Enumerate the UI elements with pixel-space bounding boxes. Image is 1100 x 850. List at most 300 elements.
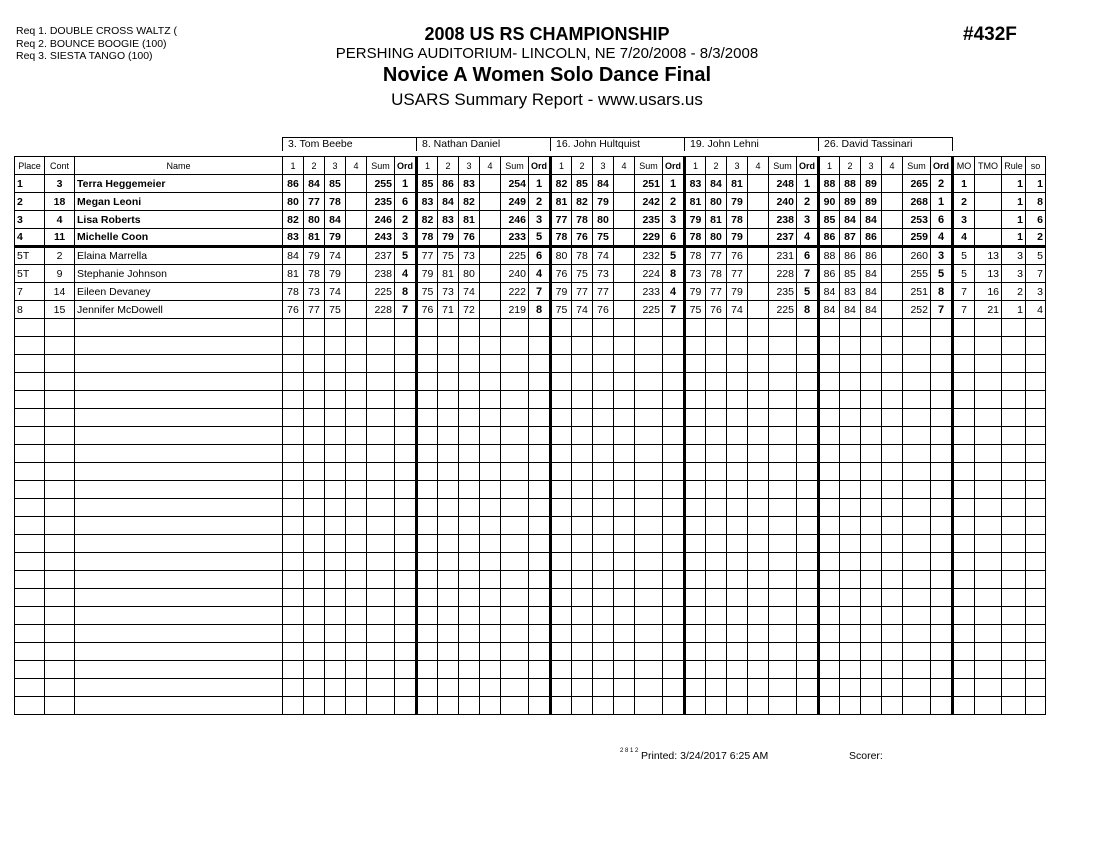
contestant-number: 11 [45, 229, 75, 247]
empty-row [15, 643, 1046, 661]
col-judge-sub: 3 [593, 157, 614, 175]
ordinal-cell: 3 [395, 229, 417, 247]
score-cell: 79 [727, 283, 748, 301]
ordinal-cell: 7 [395, 301, 417, 319]
score-cell: 84 [840, 301, 861, 319]
tail-cell: 7 [953, 283, 975, 301]
score-cell [614, 247, 635, 265]
tail-cell [975, 193, 1002, 211]
score-cell [882, 175, 903, 193]
col-judge-sub: Sum [903, 157, 931, 175]
score-cell [882, 193, 903, 211]
judge-name: 19. John Lehni [685, 138, 819, 151]
sum-cell: 246 [501, 211, 529, 229]
score-cell [480, 265, 501, 283]
tail-cell: 3 [1002, 247, 1026, 265]
judge-name: 3. Tom Beebe [283, 138, 417, 151]
tail-cell: 3 [1002, 265, 1026, 283]
tail-cell: 1 [1002, 229, 1026, 247]
tail-cell: 3 [1026, 283, 1046, 301]
requirement-2: Req 2. BOUNCE BOOGIE (100) [16, 37, 167, 50]
score-cell: 74 [325, 283, 346, 301]
sum-cell: 224 [635, 265, 663, 283]
tail-cell [975, 211, 1002, 229]
col-tail: TMO [975, 157, 1002, 175]
score-cell: 85 [417, 175, 438, 193]
score-cell [748, 265, 769, 283]
col-judge-sub: 1 [819, 157, 840, 175]
score-cell [748, 247, 769, 265]
score-cell: 89 [861, 193, 882, 211]
requirement-3: Req 3. SIESTA TANGO (100) [16, 50, 153, 62]
place-cell: 1 [15, 175, 45, 193]
ordinal-cell: 4 [663, 283, 685, 301]
col-judge-sub: Ord [395, 157, 417, 175]
ordinal-cell: 8 [797, 301, 819, 319]
ordinal-cell: 2 [931, 175, 953, 193]
tail-cell: 13 [975, 265, 1002, 283]
score-cell [748, 175, 769, 193]
score-cell: 84 [304, 175, 325, 193]
score-cell: 81 [727, 175, 748, 193]
sum-cell: 259 [903, 229, 931, 247]
col-judge-sub: 1 [551, 157, 572, 175]
place-cell: 2 [15, 193, 45, 211]
score-cell [748, 193, 769, 211]
score-cell: 76 [572, 229, 593, 247]
score-cell: 81 [283, 265, 304, 283]
score-cell: 83 [840, 283, 861, 301]
result-row [15, 265, 1046, 283]
score-cell [480, 175, 501, 193]
sum-cell: 235 [635, 211, 663, 229]
score-cell: 79 [438, 229, 459, 247]
col-cont: Cont [45, 157, 75, 175]
ordinal-cell: 7 [529, 283, 551, 301]
score-cell: 80 [706, 193, 727, 211]
score-cell: 78 [706, 265, 727, 283]
score-cell: 79 [685, 283, 706, 301]
score-cell: 82 [283, 211, 304, 229]
score-cell: 84 [706, 175, 727, 193]
sum-cell: 260 [903, 247, 931, 265]
col-tail: so [1026, 157, 1046, 175]
score-cell: 76 [727, 247, 748, 265]
empty-row [15, 589, 1046, 607]
score-cell: 75 [685, 301, 706, 319]
scorer-label: Scorer: [849, 750, 883, 762]
empty-row [15, 445, 1046, 463]
empty-row [15, 319, 1046, 337]
score-cell: 81 [459, 211, 480, 229]
judge-name: 8. Nathan Daniel [417, 138, 551, 151]
ordinal-cell: 3 [663, 211, 685, 229]
ordinal-cell: 4 [797, 229, 819, 247]
score-cell [346, 265, 367, 283]
score-cell: 84 [861, 283, 882, 301]
score-cell: 86 [283, 175, 304, 193]
score-cell: 87 [840, 229, 861, 247]
sum-cell: 219 [501, 301, 529, 319]
score-cell: 77 [727, 265, 748, 283]
sum-cell: 251 [903, 283, 931, 301]
empty-row [15, 679, 1046, 697]
score-cell [748, 301, 769, 319]
score-cell [346, 193, 367, 211]
tail-cell [975, 175, 1002, 193]
judge-name: 16. John Hultquist [551, 138, 685, 151]
sum-cell: 240 [769, 193, 797, 211]
score-cell: 84 [840, 211, 861, 229]
score-cell: 86 [819, 265, 840, 283]
score-cell [614, 229, 635, 247]
score-cell: 83 [459, 175, 480, 193]
score-cell: 75 [551, 301, 572, 319]
score-cell: 84 [283, 247, 304, 265]
score-cell [882, 229, 903, 247]
score-cell [346, 301, 367, 319]
score-cell: 83 [438, 211, 459, 229]
ordinal-cell: 8 [663, 265, 685, 283]
col-judge-sub: 1 [685, 157, 706, 175]
col-judge-sub: Ord [931, 157, 953, 175]
ordinal-cell: 3 [797, 211, 819, 229]
score-cell: 81 [685, 193, 706, 211]
sum-cell: 231 [769, 247, 797, 265]
score-cell: 86 [438, 175, 459, 193]
score-cell: 89 [840, 193, 861, 211]
empty-row [15, 499, 1046, 517]
score-cell: 78 [727, 211, 748, 229]
sum-cell: 254 [501, 175, 529, 193]
score-cell: 88 [840, 175, 861, 193]
score-cell: 78 [304, 265, 325, 283]
score-cell: 73 [593, 265, 614, 283]
score-cell [882, 283, 903, 301]
score-cell: 85 [840, 265, 861, 283]
event-number: #432F [963, 24, 1017, 45]
col-tail: MO [953, 157, 975, 175]
place-cell: 5T [15, 247, 45, 265]
judge-name: 26. David Tassinari [819, 138, 953, 151]
ordinal-cell: 5 [395, 247, 417, 265]
score-cell: 85 [819, 211, 840, 229]
tail-cell: 5 [953, 247, 975, 265]
score-cell [346, 175, 367, 193]
tail-cell: 5 [953, 265, 975, 283]
sum-cell: 229 [635, 229, 663, 247]
score-cell: 76 [459, 229, 480, 247]
score-cell [480, 211, 501, 229]
score-cell: 88 [819, 175, 840, 193]
championship-title: 2008 US RS CHAMPIONSHIP [424, 24, 670, 44]
score-cell: 75 [325, 301, 346, 319]
col-judge-sub: 1 [417, 157, 438, 175]
score-cell: 79 [727, 193, 748, 211]
place-cell: 8 [15, 301, 45, 319]
tail-cell: 1 [1002, 193, 1026, 211]
score-cell [480, 229, 501, 247]
score-cell: 86 [840, 247, 861, 265]
sum-cell: 248 [769, 175, 797, 193]
score-cell: 80 [304, 211, 325, 229]
score-cell [614, 301, 635, 319]
score-cell: 77 [551, 211, 572, 229]
ordinal-cell: 1 [797, 175, 819, 193]
score-cell: 77 [706, 283, 727, 301]
score-cell: 83 [685, 175, 706, 193]
score-cell: 76 [593, 301, 614, 319]
score-cell: 79 [417, 265, 438, 283]
contestant-number: 14 [45, 283, 75, 301]
score-cell: 78 [685, 247, 706, 265]
skater-name: Jennifer McDowell [75, 301, 283, 319]
score-cell: 75 [593, 229, 614, 247]
score-cell: 77 [593, 283, 614, 301]
empty-row [15, 517, 1046, 535]
sum-cell: 222 [501, 283, 529, 301]
place-cell: 3 [15, 211, 45, 229]
result-row [15, 247, 1046, 265]
sum-cell: 228 [769, 265, 797, 283]
score-cell: 77 [417, 247, 438, 265]
ordinal-cell: 6 [931, 211, 953, 229]
ordinal-cell: 5 [931, 265, 953, 283]
score-cell [882, 265, 903, 283]
judge-header-spacer [15, 138, 283, 151]
tail-cell: 2 [1002, 283, 1026, 301]
ordinal-cell: 6 [663, 229, 685, 247]
score-cell: 81 [304, 229, 325, 247]
col-judge-sub: 4 [882, 157, 903, 175]
score-cell: 81 [706, 211, 727, 229]
sum-cell: 252 [903, 301, 931, 319]
col-judge-sub: 3 [325, 157, 346, 175]
empty-row [15, 535, 1046, 553]
contestant-number: 3 [45, 175, 75, 193]
score-cell: 76 [551, 265, 572, 283]
score-cell: 77 [304, 193, 325, 211]
score-cell: 80 [283, 193, 304, 211]
score-cell: 78 [283, 283, 304, 301]
tail-cell [975, 229, 1002, 247]
sum-cell: 237 [769, 229, 797, 247]
col-judge-sub: Sum [769, 157, 797, 175]
score-cell [346, 247, 367, 265]
ordinal-cell: 7 [931, 301, 953, 319]
contestant-number: 2 [45, 247, 75, 265]
score-cell: 72 [459, 301, 480, 319]
footer-code: 2 8 1 2 [620, 748, 639, 754]
score-cell: 78 [572, 247, 593, 265]
skater-name: Terra Heggemeier [75, 175, 283, 193]
score-cell: 84 [861, 211, 882, 229]
score-cell: 84 [325, 211, 346, 229]
result-row [15, 175, 1046, 193]
score-cell: 84 [438, 193, 459, 211]
ordinal-cell: 6 [529, 247, 551, 265]
ordinal-cell: 6 [395, 193, 417, 211]
requirement-1: Req 1. DOUBLE CROSS WALTZ ( [16, 25, 178, 37]
tail-cell: 21 [975, 301, 1002, 319]
skater-name: Lisa Roberts [75, 211, 283, 229]
contestant-number: 9 [45, 265, 75, 283]
score-cell: 83 [417, 193, 438, 211]
col-judge-sub: Ord [797, 157, 819, 175]
col-judge-sub: Ord [529, 157, 551, 175]
score-cell: 80 [706, 229, 727, 247]
tail-cell: 1 [953, 175, 975, 193]
result-row [15, 211, 1046, 229]
result-row [15, 229, 1046, 247]
score-cell: 80 [551, 247, 572, 265]
ordinal-cell: 1 [529, 175, 551, 193]
score-cell: 75 [438, 247, 459, 265]
score-cell: 82 [572, 193, 593, 211]
skater-name: Eileen Devaney [75, 283, 283, 301]
ordinal-cell: 4 [529, 265, 551, 283]
tail-cell: 1 [1002, 211, 1026, 229]
score-cell: 88 [819, 247, 840, 265]
score-cell: 79 [685, 211, 706, 229]
score-cell: 76 [417, 301, 438, 319]
printed-timestamp: Printed: 3/24/2017 6:25 AM [641, 750, 769, 762]
score-cell [480, 301, 501, 319]
empty-row [15, 337, 1046, 355]
col-judge-sub: Sum [501, 157, 529, 175]
score-cell [614, 193, 635, 211]
ordinal-cell: 2 [529, 193, 551, 211]
ordinal-cell: 1 [931, 193, 953, 211]
ordinal-cell: 1 [395, 175, 417, 193]
score-cell: 83 [283, 229, 304, 247]
col-judge-sub: 2 [840, 157, 861, 175]
contestant-number: 4 [45, 211, 75, 229]
score-cell: 82 [417, 211, 438, 229]
score-cell: 73 [685, 265, 706, 283]
sum-cell: 246 [367, 211, 395, 229]
score-cell [748, 283, 769, 301]
sum-cell: 238 [367, 265, 395, 283]
score-cell: 79 [593, 193, 614, 211]
skater-name: Megan Leoni [75, 193, 283, 211]
ordinal-cell: 2 [797, 193, 819, 211]
score-cell: 84 [861, 265, 882, 283]
ordinal-cell: 6 [797, 247, 819, 265]
sum-cell: 232 [635, 247, 663, 265]
score-cell: 90 [819, 193, 840, 211]
score-cell: 82 [551, 175, 572, 193]
score-cell: 84 [819, 283, 840, 301]
tail-cell: 16 [975, 283, 1002, 301]
score-cell: 82 [459, 193, 480, 211]
col-judge-sub: 2 [706, 157, 727, 175]
tail-cell: 6 [1026, 211, 1046, 229]
tail-cell: 4 [1026, 301, 1046, 319]
sum-cell: 237 [367, 247, 395, 265]
empty-row [15, 427, 1046, 445]
sum-cell: 225 [501, 247, 529, 265]
score-cell: 79 [325, 265, 346, 283]
result-row [15, 301, 1046, 319]
ordinal-cell: 8 [931, 283, 953, 301]
place-cell: 4 [15, 229, 45, 247]
empty-row [15, 373, 1046, 391]
tail-cell: 4 [953, 229, 975, 247]
ordinal-cell: 8 [529, 301, 551, 319]
score-cell: 78 [572, 211, 593, 229]
col-judge-sub: 4 [480, 157, 501, 175]
col-judge-sub: 2 [438, 157, 459, 175]
score-cell: 74 [459, 283, 480, 301]
result-row [15, 283, 1046, 301]
score-cell [748, 229, 769, 247]
col-judge-sub: 1 [283, 157, 304, 175]
score-cell [346, 211, 367, 229]
score-cell [882, 247, 903, 265]
sum-cell: 240 [501, 265, 529, 283]
score-cell [882, 211, 903, 229]
skater-name: Elaina Marrella [75, 247, 283, 265]
sum-cell: 249 [501, 193, 529, 211]
score-cell: 78 [685, 229, 706, 247]
score-cell: 86 [861, 229, 882, 247]
sum-cell: 238 [769, 211, 797, 229]
ordinal-cell: 8 [395, 283, 417, 301]
score-cell [346, 283, 367, 301]
score-cell: 84 [593, 175, 614, 193]
tail-cell: 13 [975, 247, 1002, 265]
col-judge-sub: 3 [459, 157, 480, 175]
col-judge-sub: 2 [304, 157, 325, 175]
score-cell: 79 [551, 283, 572, 301]
event-title: Novice A Women Solo Dance Final [382, 64, 712, 86]
ordinal-cell: 4 [395, 265, 417, 283]
col-judge-sub: 4 [748, 157, 769, 175]
score-cell [480, 193, 501, 211]
score-cell: 73 [304, 283, 325, 301]
score-cell: 84 [819, 301, 840, 319]
score-cell: 74 [727, 301, 748, 319]
place-cell: 7 [15, 283, 45, 301]
place-cell: 5T [15, 265, 45, 283]
ordinal-cell: 7 [797, 265, 819, 283]
empty-row [15, 607, 1046, 625]
ordinal-cell: 7 [663, 301, 685, 319]
tail-cell: 8 [1026, 193, 1046, 211]
tail-cell: 7 [1026, 265, 1046, 283]
sum-cell: 255 [903, 265, 931, 283]
col-judge-sub: Ord [663, 157, 685, 175]
score-cell: 80 [593, 211, 614, 229]
col-judge-sub: 3 [861, 157, 882, 175]
ordinal-cell: 4 [931, 229, 953, 247]
score-table [14, 137, 1046, 715]
ordinal-cell: 1 [663, 175, 685, 193]
tail-cell: 2 [1026, 229, 1046, 247]
score-cell: 77 [304, 301, 325, 319]
empty-row [15, 661, 1046, 679]
score-cell: 73 [438, 283, 459, 301]
sum-cell: 255 [367, 175, 395, 193]
score-cell: 85 [572, 175, 593, 193]
score-cell: 71 [438, 301, 459, 319]
score-cell: 75 [417, 283, 438, 301]
ordinal-cell: 5 [663, 247, 685, 265]
score-cell: 81 [438, 265, 459, 283]
sum-cell: 225 [635, 301, 663, 319]
ordinal-cell: 5 [797, 283, 819, 301]
